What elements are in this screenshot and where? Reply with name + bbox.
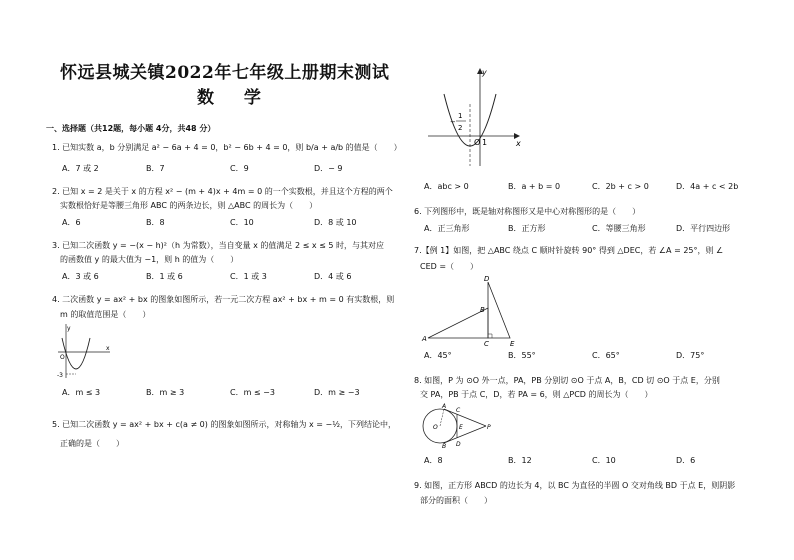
q3-stem-line1: 3. 已知二次函数 y = −(x − h)²（h 为常数），当自变量 x 的值满足 2 ≤ x ≤ 5 时，与其对应 <box>52 241 384 250</box>
q6-option-d[interactable]: D．平行四边形 <box>676 224 731 233</box>
q8-stem-line2: 交 PA，PB 于点 C，D，若 PA = 6，则 △PCD 的周长为（ ） <box>420 390 653 399</box>
q4-origin-label: O <box>60 354 65 361</box>
q5-origin-label: O <box>474 138 481 147</box>
page-title: 怀远县城关镇2022年七年级上册期末测试 <box>60 63 390 83</box>
q4-y-label: y <box>67 325 71 332</box>
page-subtitle: 数 学 <box>197 88 273 108</box>
q8-label-d: D <box>456 441 461 448</box>
q4-option-a[interactable]: A．m ≤ 3 <box>62 388 101 397</box>
q4-stem-line1: 4. 二次函数 y = ax² + bx 的图象如图所示，若一元二次方程 ax² + bx + m = 0 有实数根，则 <box>52 295 395 304</box>
q8-label-e: E <box>459 424 463 431</box>
q4-option-b[interactable]: B．m ≥ 3 <box>146 388 185 397</box>
q6-option-a[interactable]: A．正三角形 <box>424 224 470 233</box>
q8-option-c[interactable]: C．10 <box>592 456 616 465</box>
q8-label-c: C <box>456 407 461 414</box>
q4-ymin-label: -3 <box>57 372 63 379</box>
q8-option-a[interactable]: A．8 <box>424 456 443 465</box>
q3-stem-line2: 的函数值 y 的最大值为 −1，则 h 的值为（ ） <box>60 255 239 264</box>
q4-x-label: x <box>106 345 110 352</box>
q5-x-label: x <box>516 139 521 148</box>
q7-label-b: B <box>480 306 485 314</box>
q4-stem-line2: m 的取值范围是（ ） <box>60 310 151 319</box>
q5-option-c[interactable]: C．2b + c > 0 <box>592 182 649 191</box>
q8-label-o: O <box>433 424 438 431</box>
q1-option-d[interactable]: D．− 9 <box>314 164 343 173</box>
q5-option-a[interactable]: A．abc > 0 <box>424 182 469 191</box>
q7-option-d[interactable]: D．75° <box>676 351 705 360</box>
q4-option-d[interactable]: D．m ≥ −3 <box>314 388 360 397</box>
q5-half-numerator: 1 <box>458 112 463 120</box>
q7-label-c: C <box>484 340 489 348</box>
q9-stem-line2: 部分的面积（ ） <box>420 496 492 505</box>
q8-label-b: B <box>442 443 447 448</box>
q7-option-a[interactable]: A．45° <box>424 351 452 360</box>
q5-option-d[interactable]: D．4a + c < 2b <box>676 182 739 191</box>
q2-option-b[interactable]: B．8 <box>146 218 165 227</box>
q3-option-d[interactable]: D．4 或 6 <box>314 272 352 281</box>
q8-label-p: P <box>487 424 491 431</box>
q7-label-d: D <box>484 275 490 283</box>
q1-option-b[interactable]: B．7 <box>146 164 165 173</box>
q7-stem-line1: 7.【例 1】如图，把 △ABC 绕点 C 顺时针旋转 90° 得到 △DEC，若 ∠A = 25°，则 ∠ <box>414 246 724 255</box>
q4-option-c[interactable]: C．m ≤ −3 <box>230 388 275 397</box>
q2-stem-line1: 2. 已知 x = 2 是关于 x 的方程 x² − (m + 4)x + 4m = 0 的一个实数根，并且这个方程的两个 <box>52 187 393 196</box>
q7-label-a: A <box>422 335 427 343</box>
q2-option-d[interactable]: D．8 或 10 <box>314 218 357 227</box>
q7-triangle-figure <box>420 274 524 348</box>
q2-stem-line2: 实数根恰好是等腰三角形 ABC 的两条边长，则 △ABC 的周长为（ ） <box>60 201 318 210</box>
section-heading: 一、选择题（共12题，每小题 4分，共48 分） <box>46 124 216 133</box>
q5-stem-line2: 正确的是（ ） <box>60 439 124 448</box>
q2-option-c[interactable]: C．10 <box>230 218 254 227</box>
q8-option-d[interactable]: D．6 <box>676 456 696 465</box>
q8-option-b[interactable]: B．12 <box>508 456 532 465</box>
q3-option-a[interactable]: A．3 或 6 <box>62 272 99 281</box>
q2-option-a[interactable]: A．6 <box>62 218 81 227</box>
q7-stem-line2: CED =（ ） <box>420 262 479 271</box>
q8-circle-figure <box>420 402 496 448</box>
q3-option-c[interactable]: C．1 或 3 <box>230 272 267 281</box>
q7-option-b[interactable]: B．55° <box>508 351 536 360</box>
q5-half-denominator: 2 <box>458 124 463 132</box>
q5-minus-sign: − <box>450 118 456 126</box>
q5-option-b[interactable]: B．a + b = 0 <box>508 182 561 191</box>
q7-option-c[interactable]: C．65° <box>592 351 620 360</box>
q1-stem: 1. 已知实数 a，b 分别满足 a² − 6a + 4 = 0，b² − 6b + 4 = 0，则 b/a + a/b 的值是（ ） <box>52 143 402 152</box>
q1-option-c[interactable]: C．9 <box>230 164 249 173</box>
q8-stem-line1: 8. 如图，P 为 ⊙O 外一点，PA，PB 分别切 ⊙O 于点 A，B，CD 切 ⊙O 于点 E，分别 <box>414 376 720 385</box>
q6-option-b[interactable]: B．正方形 <box>508 224 546 233</box>
q5-stem-line1: 5. 已知二次函数 y = ax² + bx + c(a ≠ 0) 的图象如图所示，对称轴为 x = −½，下列结论中， <box>52 420 396 429</box>
q7-label-e: E <box>510 340 515 348</box>
q1-option-a[interactable]: A．7 或 2 <box>62 164 99 173</box>
q4-parabola-graph <box>56 322 114 380</box>
q6-stem: 6. 下列图形中，既是轴对称图形又是中心对称图形的是（ ） <box>414 207 641 216</box>
q5-one-label: 1 <box>482 138 488 147</box>
q8-label-a: A <box>442 403 447 410</box>
q9-stem-line1: 9. 如图，正方形 ABCD 的边长为 4，以 BC 为直径的半圆 O 交对角线 BD 于点 E，则阴影 <box>414 481 736 490</box>
q5-parabola-graph <box>428 66 524 170</box>
q6-option-c[interactable]: C．等腰三角形 <box>592 224 646 233</box>
q3-option-b[interactable]: B．1 或 6 <box>146 272 183 281</box>
q5-y-label: y <box>482 68 487 77</box>
